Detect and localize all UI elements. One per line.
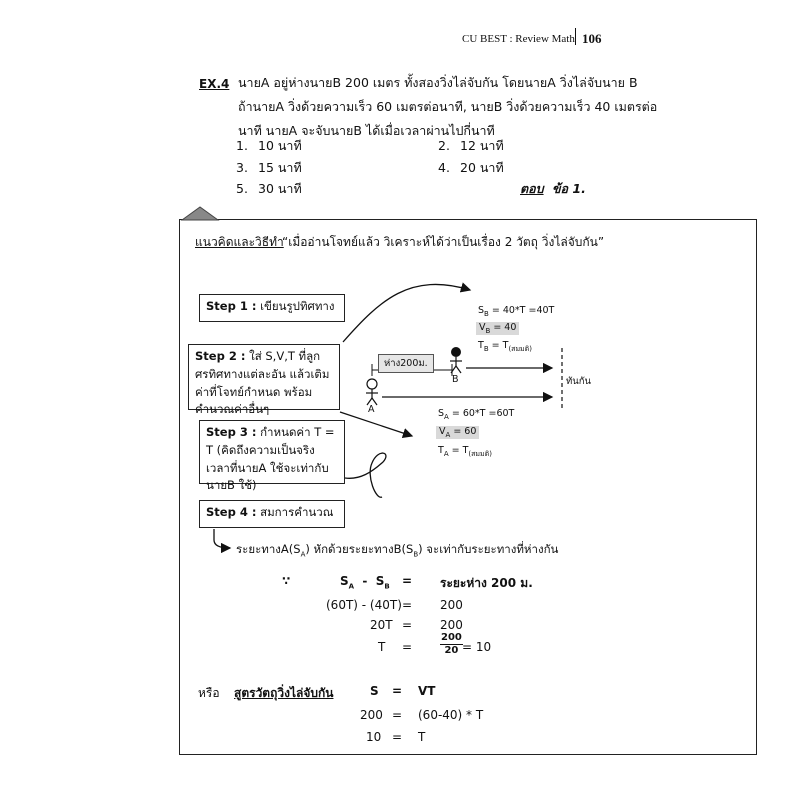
formula-row-3-eq: = [392, 730, 403, 744]
calc-row-4-lhs: T [378, 640, 386, 654]
calc-row-4-rhs: = 10 [462, 640, 492, 654]
calc-row-2-lhs: (60T) - (40T) [326, 598, 402, 612]
calc-row-4-eq: = [402, 640, 413, 654]
step-3-box: Step 3 : กำหนดค่า T = T (คิดถึงความเป็นจริง เวลาที่นายA ใช้จะเท่ากับนายB ใช้) [199, 420, 345, 484]
calc-row-2-rhs: 200 [440, 598, 463, 612]
question-line-2: ถ้านายA วิ่งด้วยความเร็ว 60 เมตรต่อนาที, นายB วิ่งด้วยความเร็ว 40 เมตรต่อ [238, 99, 658, 114]
calc-row-3-eq: = [402, 618, 413, 632]
step-2-box: Step 2 : ใส่ S,V,T ที่ลูกศรทิศทางแต่ละอัน แล้วเติมค่าที่โจทย์กำหนด พร้อมคำนวณค่าอื่นๆ [188, 344, 340, 410]
a-time-value: $T_A = T_{(สมมติ)}$ [438, 445, 492, 458]
or-label: หรือ [198, 686, 220, 700]
choice-1-text: 10 นาที [258, 138, 302, 153]
calc-row-1-rhs: ระยะห่าง 200 ม. [440, 576, 533, 590]
person-b-icon [446, 346, 466, 376]
step-4-box: Step 4 : สมการคำนวณ [199, 500, 345, 528]
meet-label: ทันกัน [566, 376, 592, 387]
b-time-value: $T_B = T_{(สมมติ)}$ [478, 340, 532, 353]
question-line-3: นาที นายA จะจับนายB ได้เมื่อเวลาผ่านไปกี่นาที [238, 123, 495, 138]
calc-row-1-lhs: $S_A - S_B$ [340, 574, 390, 591]
choice-5-number: 5. [236, 181, 248, 196]
distance-label: ห่าง200ม. [378, 354, 434, 373]
formula-row-1-eq: = [392, 684, 403, 698]
equation-intro: ระยะทาง$A(S_A)$ หักด้วยระยะทาง$B(S_B)$ จะเท่ากับระยะทางที่ห่างกัน [236, 542, 559, 559]
choice-3-text: 15 นาที [258, 160, 302, 175]
formula-row-2-eq: = [392, 708, 403, 722]
person-b-label: B [452, 374, 459, 385]
solution-heading-quote: “เมื่ออ่านโจทย์แล้ว วิเคราะห์ได้ว่าเป็นเรื่อง 2 วัตถุ วิ่งไล่จับกัน” [282, 235, 605, 249]
choice-2-text: 12 นาที [460, 138, 504, 153]
formula-row-3-rhs: T [418, 730, 426, 744]
step-1-box: Step 1 : เขียนรูปทิศทาง [199, 294, 345, 322]
calc-row-3-rhs: 200 [440, 618, 463, 632]
b-distance-value: $S_B = 40*T =40T$ [478, 305, 555, 318]
formula-name: สูตรวัตถุวิ่งไล่จับกัน [234, 686, 334, 700]
formula-row-3-lhs: 10 [366, 730, 382, 744]
choice-2-number: 2. [438, 138, 450, 153]
solution-heading: แนวคิดและวิธีทำ [195, 235, 284, 249]
choice-5-text: 30 นาที [258, 181, 302, 196]
calc-row-2-eq: = [402, 598, 413, 612]
question-line-1: นายA อยู่ห่างนายB 200 เมตร ทั้งสองวิ่งไล่จับกัน โดยนายA วิ่งไล่จับนาย B [238, 75, 638, 90]
formula-row-1-rhs: VT [418, 684, 436, 698]
choice-3-number: 3. [236, 160, 248, 175]
answer-label: ตอบ [520, 181, 544, 196]
formula-row-1-lhs: S [370, 684, 379, 698]
fraction: 200 20 [441, 632, 462, 656]
calc-row-3-lhs: 20T [370, 618, 393, 632]
a-velocity-value: $V_A = 60$ [436, 426, 479, 439]
because-symbol: ∵ [282, 574, 291, 588]
formula-row-2-lhs: 200 [360, 708, 383, 722]
running-title: CU BEST : Review Math [462, 33, 575, 45]
b-velocity-value: $V_B = 40$ [476, 322, 519, 335]
answer-value: ข้อ 1. [552, 181, 586, 196]
person-a-label: A [368, 404, 375, 415]
formula-row-2-rhs: (60-40) * T [418, 708, 484, 722]
choice-1-number: 1. [236, 138, 248, 153]
a-distance-value: $S_A = 60*T =60T$ [438, 408, 515, 421]
calc-row-1-eq: = [402, 574, 413, 588]
choice-4-text: 20 นาที [460, 160, 504, 175]
question-label: EX.4 [199, 77, 230, 91]
page-number: 106 [582, 31, 602, 46]
choice-4-number: 4. [438, 160, 450, 175]
